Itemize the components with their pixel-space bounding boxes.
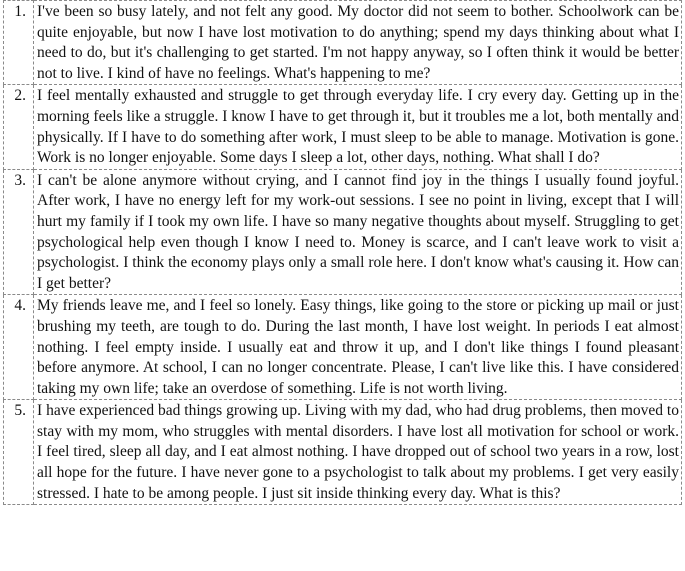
row-text: I have experienced bad things growing up. Living with my dad, who had drug problems, then moved to stay with my mom, who struggles with mental disorders. I have lost all motivation for school or work. I feel tired, sleep all day, and I eat almost nothing. I have dropped out of school two years in a row, lost all hope for the future. I have never gone to a psychologist to talk about my problems. I get very easily stressed. I hate to be among people. I just sit inside thinking every day. What is this? — [34, 400, 682, 505]
row-number: 4. — [4, 295, 34, 400]
row-number: 1. — [4, 1, 34, 85]
table-row — [4, 169, 682, 295]
document-table — [3, 0, 682, 505]
row-number: 5. — [4, 400, 34, 505]
row-number: 2. — [4, 85, 34, 169]
row-text: I can't be alone anymore without crying, and I cannot find joy in the things I usually found joyful. After work, I have no energy left for my work-out sessions. I see no point in living, except that I will hurt my family if I took my own life. I have so many negative thoughts about myself. Struggling to get psychological help even though I know I need to. Money is scarce, and I can't leave work to visit a psychologist. I think the economy plays only a small role here. I don't know what's causing it. How can I get better? — [34, 169, 682, 295]
row-number: 3. — [4, 169, 34, 295]
table-row — [4, 85, 682, 169]
table-row — [4, 295, 682, 400]
row-text: My friends leave me, and I feel so lonely. Easy things, like going to the store or picking up mail or just brushing my teeth, are tough to do. During the last month, I have lost weight. In periods I eat almost nothing. I feel empty inside. I usually eat and throw it up, and I don't like things I found pleasant before anymore. At school, I can no longer concentrate. Please, I can't live like this. I have considered taking my own life; take an overdose of something. Life is not worth living. — [34, 295, 682, 400]
table-row — [4, 400, 682, 505]
row-text: I feel mentally exhausted and struggle to get through everyday life. I cry every day. Getting up in the morning feels like a struggle. I know I have to get through it, but it troubles me a lot, both mentally and physically. If I have to do something after work, I must sleep to be able to manage. Motivation is gone. Work is no longer enjoyable. Some days I sleep a lot, other days, nothing. What shall I do? — [34, 85, 682, 169]
table-row — [4, 1, 682, 85]
row-text: I've been so busy lately, and not felt any good. My doctor did not seem to bother. Schoolwork can be quite enjoyable, but now I have lost motivation to do anything; spend my days thinking about what I need to do, but it's challenging to get started. I'm not happy anyway, so I often think it would be better not to live. I kind of have no feelings. What's happening to me? — [34, 1, 682, 85]
